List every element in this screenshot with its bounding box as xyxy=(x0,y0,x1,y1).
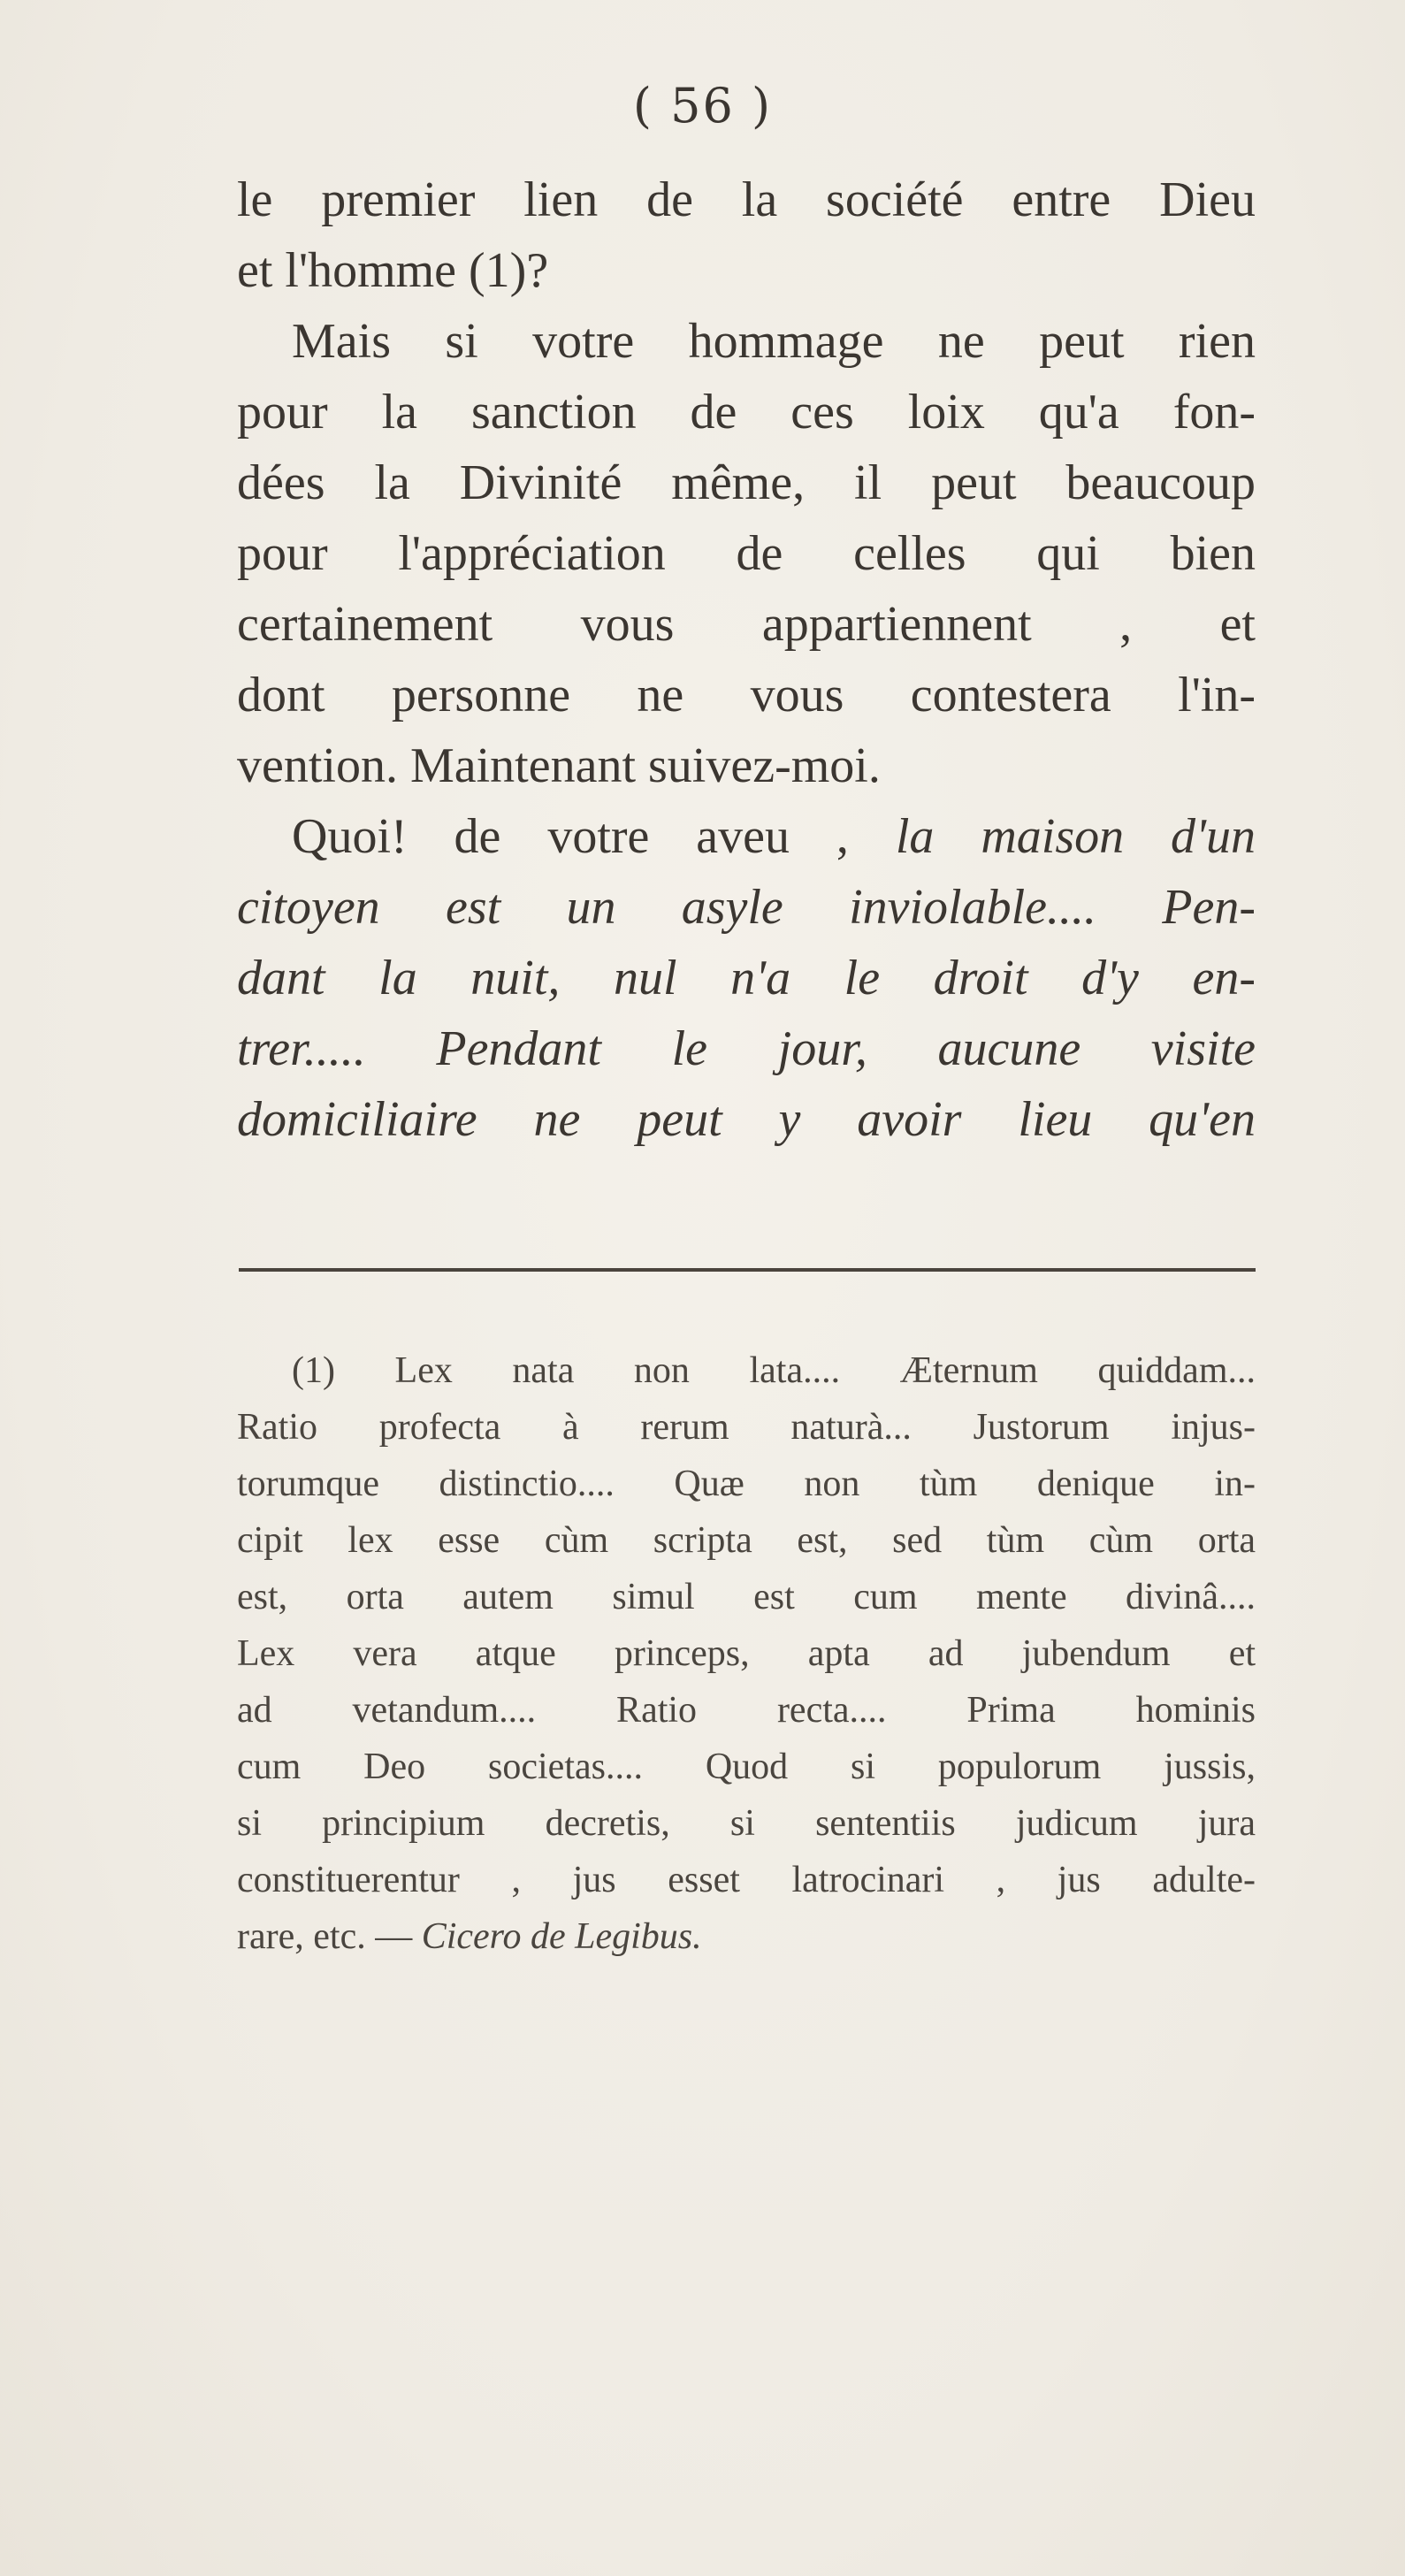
text-line: trer..... Pendant le jour, aucune visite xyxy=(237,1021,1256,1076)
italic-segment: la maison d'un xyxy=(895,809,1256,864)
footnote-line: ad vetandum.... Ratio recta.... Prima hominis xyxy=(237,1690,1256,1731)
footnote-line: cum Deo societas.... Quod si populorum jussis, xyxy=(237,1747,1256,1787)
footnote-line: Ratio profecta à rerum naturà... Justorum injus- xyxy=(237,1407,1256,1448)
footnote-line: constituerentur , jus esset latrocinari , jus adulte- xyxy=(237,1860,1256,1900)
text-line: certainement vous appartiennent , et xyxy=(237,597,1256,652)
text-line: le premier lien de la société entre Dieu xyxy=(237,172,1256,227)
text-line: dont personne ne vous contestera l'in- xyxy=(237,668,1256,722)
text-line: domiciliaire ne peut y avoir lieu qu'en xyxy=(237,1092,1256,1147)
text-line xyxy=(237,801,1256,872)
footnote-line: est, orta autem simul est cum mente divinâ.... xyxy=(237,1577,1256,1617)
text-line: et l'homme (1)? xyxy=(237,243,549,298)
text-line: pour la sanction de ces loix qu'a fon- xyxy=(237,385,1256,440)
footnote-line: (1) Lex nata non lata.... Æternum quiddam... xyxy=(292,1350,1256,1391)
footnote-segment: rare, etc. — xyxy=(237,1916,422,1957)
main-text xyxy=(237,164,1256,1155)
text-segment: Quoi! de votre aveu , xyxy=(292,809,896,864)
footnote xyxy=(237,1342,1256,1965)
footnote-line: cipit lex esse cùm scripta est, sed tùm cùm orta xyxy=(237,1520,1256,1561)
footnote-line xyxy=(237,1908,1256,1965)
page-number: ( 56 ) xyxy=(632,78,773,134)
footnote-line: torumque distinctio.... Quæ non tùm denique in- xyxy=(237,1464,1256,1504)
footnote-citation: Cicero de Legibus. xyxy=(421,1916,702,1957)
text-line: pour l'appréciation de celles qui bien xyxy=(237,526,1256,581)
footnote-line: Lex vera atque princeps, apta ad jubendum et xyxy=(237,1633,1256,1674)
footnote-divider xyxy=(239,1268,1256,1272)
text-line: vention. Maintenant suivez-moi. xyxy=(237,738,881,793)
text-line: Mais si votre hommage ne peut rien xyxy=(292,314,1256,369)
text-line: citoyen est un asyle inviolable.... Pen- xyxy=(237,880,1256,935)
text-line: dant la nuit, nul n'a le droit d'y en- xyxy=(237,951,1256,1005)
text-line: dées la Divinité même, il peut beaucoup xyxy=(237,455,1256,510)
footnote-line: si principium decretis, si sententiis judicum jura xyxy=(237,1803,1256,1844)
